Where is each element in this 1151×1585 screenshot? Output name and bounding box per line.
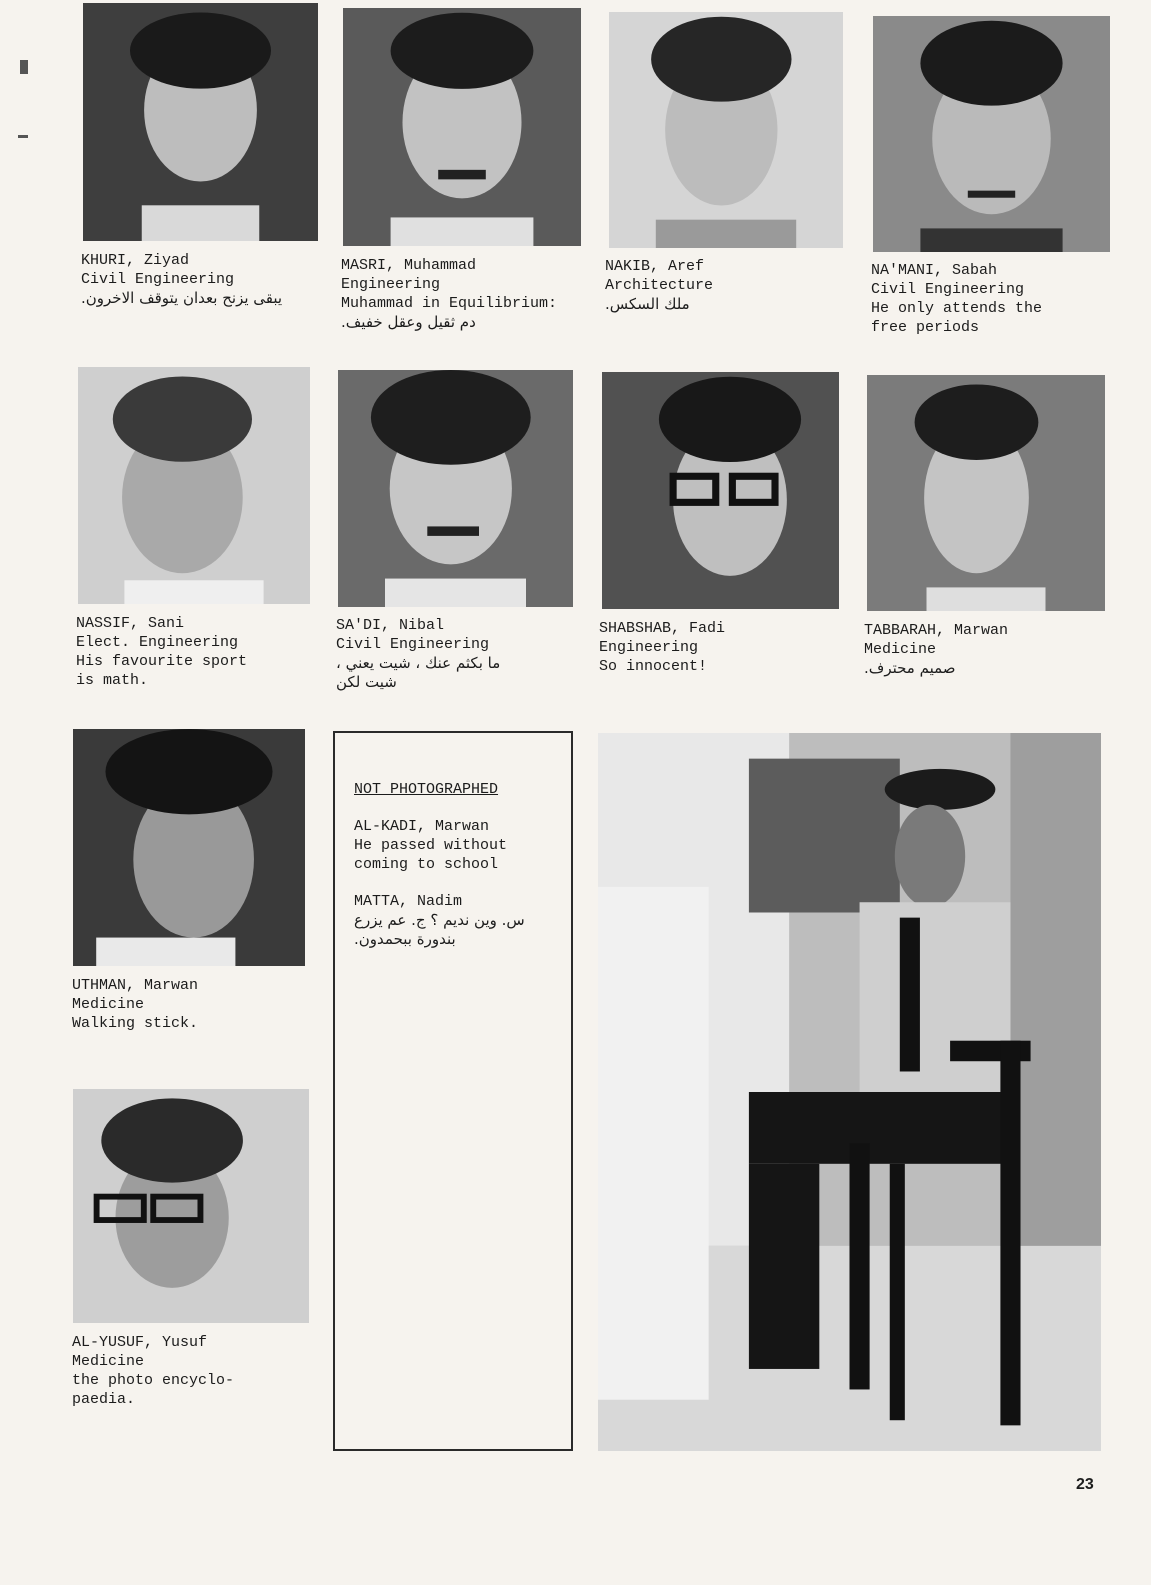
margin-mark: [18, 135, 28, 138]
caption-khuri: [81, 251, 301, 308]
student-name: UTHMAN, Marwan: [72, 977, 199, 994]
student-name: MASRI, Muhammad: [341, 257, 477, 274]
arabic-caption: س. وين نديم ؟ ج. عم يزرع: [354, 911, 525, 929]
student-field: Civil Engineering: [336, 636, 490, 653]
caption-sadi: [336, 616, 514, 692]
caption-uthman: [72, 976, 198, 1033]
student-field: Elect. Engineering: [76, 634, 239, 651]
student-comment: So innocent!: [599, 658, 708, 675]
student-comment: Muhammad in Equilibrium:: [341, 295, 558, 312]
arabic-caption: شيت لكن: [336, 673, 397, 691]
portrait-tabbarah-photo: [867, 375, 1105, 611]
student-field: Medicine: [864, 641, 937, 658]
student-name: AL-YUSUF, Yusuf: [72, 1334, 208, 1351]
portrait-khuri-photo: [83, 3, 318, 241]
student-comment: He passed without: [354, 837, 508, 854]
arabic-caption: دم ثقيل وعقل خفيف.: [341, 313, 476, 331]
arabic-caption: يبقى يزنح بعدان يتوقف الاخرون.: [81, 289, 283, 307]
student-name: KHURI, Ziyad: [81, 252, 190, 269]
caption-masri: [341, 256, 557, 332]
student-field: Civil Engineering: [871, 281, 1025, 298]
caption-shabshab: [599, 619, 725, 676]
student-name: NAKIB, Aref: [605, 258, 705, 275]
arabic-caption: ما بكثم عنك ، شيت يعني ،: [336, 654, 501, 672]
portrait-uthman-photo: [73, 729, 305, 966]
seated-man-photo: [598, 733, 1101, 1451]
portrait-masri-photo: [343, 8, 581, 246]
student-name: MATTA, Nadim: [354, 893, 463, 910]
portrait-sadi-photo: [338, 370, 573, 607]
student-name: AL-KADI, Marwan: [354, 818, 490, 835]
arabic-caption: بندورة ببحمدون.: [354, 930, 456, 948]
arabic-caption: صميم محترف.: [864, 659, 956, 677]
caption-alyusuf: [72, 1333, 234, 1409]
student-comment: He only attends the: [871, 300, 1043, 317]
student-name: NASSIF, Sani: [76, 615, 185, 632]
caption-nakib: [605, 257, 713, 314]
caption-nassif: [76, 614, 247, 690]
student-field: Architecture: [605, 277, 714, 294]
portrait-shabshab-photo: [602, 372, 839, 609]
student-comment: Walking stick.: [72, 1015, 199, 1032]
portrait-namani-photo: [873, 16, 1110, 252]
portrait-alyusuf-photo: [73, 1089, 309, 1323]
student-comment: His favourite sport: [76, 653, 248, 670]
student-field: Civil Engineering: [81, 271, 235, 288]
student-name: TABBARAH, Marwan: [864, 622, 1009, 639]
student-field: Engineering: [341, 276, 441, 293]
not-photographed-list: [354, 780, 550, 949]
student-comment: paedia.: [72, 1391, 136, 1408]
arabic-caption: ملك السكس.: [605, 295, 690, 313]
student-name: NA'MANI, Sabah: [871, 262, 998, 279]
student-field: Engineering: [599, 639, 699, 656]
student-comment: coming to school: [354, 856, 499, 873]
student-field: Medicine: [72, 996, 145, 1013]
student-name: SA'DI, Nibal: [336, 617, 445, 634]
student-field: Medicine: [72, 1353, 145, 1370]
student-comment: the photo encyclo-: [72, 1372, 235, 1389]
student-comment: free periods: [871, 319, 980, 336]
caption-namani: [871, 261, 1042, 337]
page-number: 23: [1076, 1476, 1094, 1493]
margin-mark: [20, 60, 28, 74]
portrait-nakib-photo: [609, 12, 843, 248]
not-photographed-title: NOT PHOTOGRAPHED: [354, 781, 499, 798]
student-name: SHABSHAB, Fadi: [599, 620, 726, 637]
portrait-nassif-photo: [78, 367, 310, 604]
caption-tabbarah: [864, 621, 1008, 678]
student-comment: is math.: [76, 672, 149, 689]
